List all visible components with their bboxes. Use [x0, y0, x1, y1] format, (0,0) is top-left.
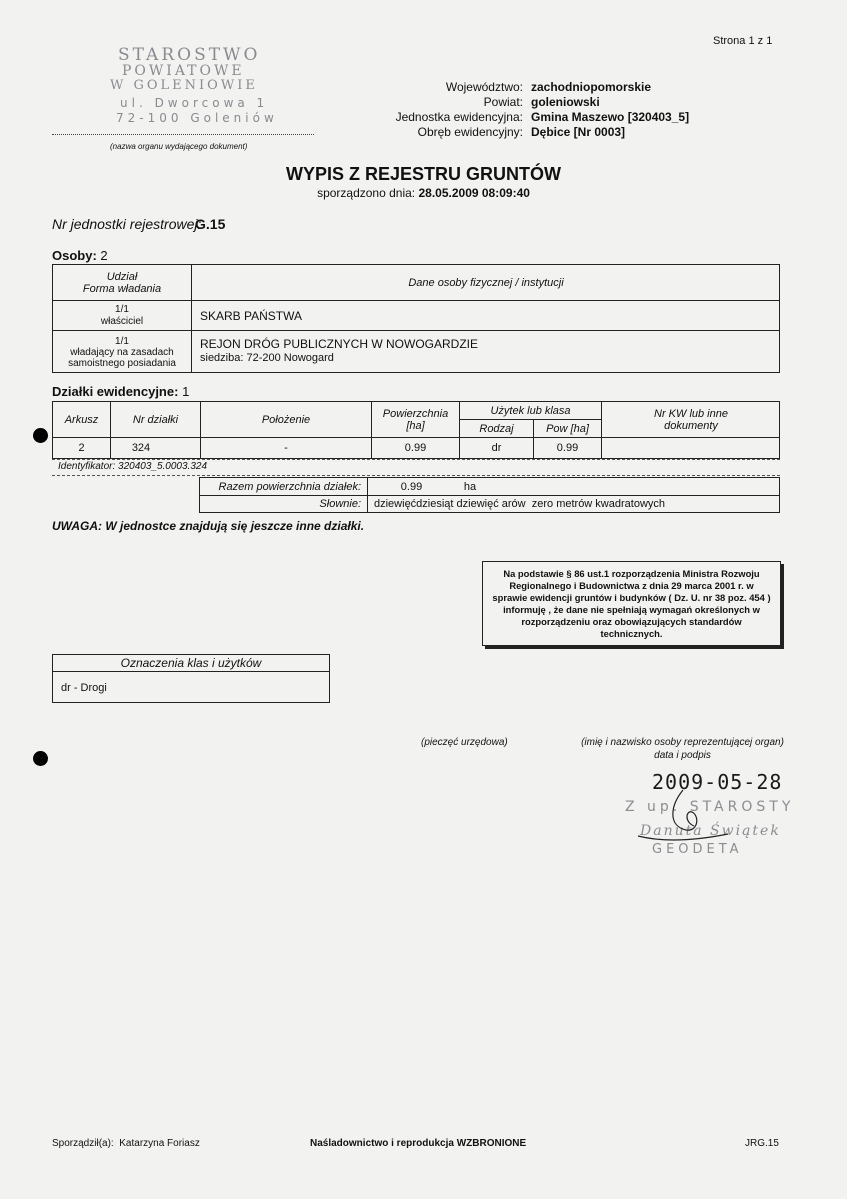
org-dotted-line: [52, 134, 314, 135]
parcel-kw: [602, 438, 780, 458]
col-kw: Nr KW lub inne dokumenty: [654, 407, 728, 432]
classes-header: Oznaczenia klas i użytków: [120, 656, 262, 670]
words-label: Słownie:: [319, 498, 361, 510]
page-number: Strona 1 z 1: [713, 35, 773, 47]
parcels-table: [52, 401, 780, 459]
voivodeship-value: zachodniopomorskie: [531, 80, 652, 94]
unit-nr-label: Nr jednostki rejestrowej:: [52, 216, 202, 232]
person-2-share: [53, 332, 191, 372]
person-2-form: władający na zasadach samoistnego posiadania: [68, 346, 176, 369]
parcels-label: Działki ewidencyjne:: [52, 384, 179, 399]
persons-header-share: [53, 268, 191, 298]
district-value: Dębice [Nr 0003]: [531, 125, 626, 139]
person-1-share-value: 1/1: [115, 303, 129, 315]
words-value: dziewięćdziesiąt dziewięć arów zero metrów kwadratowych: [374, 498, 666, 510]
classes-item: dr - Drogi: [61, 682, 107, 694]
person-2-share-value: 1/1: [115, 335, 129, 347]
form-header-label: Forma władania: [82, 283, 162, 295]
person-2-seat: siedziba: 72-200 Nowogard: [200, 352, 334, 364]
parcel-area-ha: 0.99: [556, 442, 579, 454]
identifier-rule: [52, 459, 780, 460]
parcels-count: 1: [182, 384, 190, 399]
total-area-unit: ha: [463, 480, 477, 493]
created-label: sporządzono dnia:: [317, 186, 416, 200]
footer-code: JRG.15: [745, 1138, 779, 1149]
footer-notice: Naśladownictwo i reprodukcja WZBRONIONE: [310, 1138, 527, 1149]
signature-line-3: GEODETA: [652, 842, 743, 857]
share-header-label: Udział: [106, 271, 138, 283]
voivodeship-label: Województwo:: [445, 80, 523, 94]
person-2-name: REJON DRÓG PUBLICZNYCH W NOWOGARDZIE: [200, 337, 479, 351]
person-1-share: [53, 302, 191, 329]
persons-label: Osoby:: [52, 248, 97, 263]
handwritten-signature: [628, 786, 738, 848]
col-use: Użytek lub klasa: [490, 404, 571, 417]
col-sheet: Arkusz: [64, 413, 99, 426]
persons-count: 2: [100, 248, 108, 263]
persons-table: [52, 264, 780, 373]
identifier-rule-bottom: [52, 475, 780, 476]
unit-nr-value: G.15: [195, 216, 226, 232]
total-area-value: 0.99: [400, 480, 423, 493]
stamp-line-5: 72-100 Goleniów: [116, 111, 278, 125]
org-caption: (nazwa organu wydającego dokument): [110, 142, 248, 151]
parcel-nr: 324: [131, 442, 151, 454]
stamp-line-4: ul. Dworcowa 1: [120, 96, 269, 110]
district-label: Obręb ewidencyjny:: [417, 125, 523, 139]
seal-caption: (pieczęć urzędowa): [421, 737, 508, 748]
signature-line-2: Danuta Świątek: [640, 823, 781, 839]
footer-author: Sporządził(a): Katarzyna Foriasz: [52, 1138, 200, 1149]
person-2-data: [200, 337, 478, 365]
persons-header-data: Dane osoby fizycznej / instytucji: [408, 277, 564, 289]
sign-caption-2: data i podpis: [654, 750, 711, 761]
classes-box: [52, 654, 330, 703]
col-location: Położenie: [261, 413, 311, 426]
col-parcel-nr: Nr działki: [132, 413, 179, 426]
county-label: Powiat:: [483, 95, 523, 109]
parcel-area: 0.99: [404, 442, 427, 454]
sign-caption-1: (imię i nazwisko osoby reprezentującej organ): [581, 737, 784, 748]
signature-line-1: Z up. STAROSTY: [625, 799, 795, 815]
parcel-identifier: Identyfikator: 320403_5.0003.324: [58, 461, 208, 472]
persons-heading: [52, 248, 108, 263]
parcels-heading: [52, 384, 189, 399]
col-kind: Rodzaj: [479, 422, 514, 435]
stamp-line-3: W GOLENIOWIE: [110, 78, 258, 93]
unit-label: Jednostka ewidencyjna:: [395, 110, 523, 124]
total-area-label: Razem powierzchnia działek:: [218, 480, 361, 493]
person-1-form: właściciel: [100, 315, 144, 327]
created-value: 28.05.2009 08:09:40: [418, 186, 530, 200]
totals-box: [199, 477, 780, 513]
signature-date: 2009-05-28: [652, 770, 783, 794]
stamp-line-1: STAROSTWO: [118, 45, 261, 65]
warning-text: UWAGA: W jednostce znajdują się jeszcze inne działki.: [52, 519, 365, 533]
parcel-location: -: [284, 442, 288, 454]
document-title: WYPIS Z REJESTRU GRUNTÓW: [285, 164, 561, 184]
person-1-name: SKARB PAŃSTWA: [200, 308, 303, 323]
parcel-kind: dr: [491, 442, 502, 454]
created-line: [0, 186, 847, 200]
binder-hole-2: [33, 751, 48, 766]
county-value: goleniowski: [531, 95, 600, 109]
parcel-sheet: 2: [78, 442, 85, 454]
unit-value: Gmina Maszewo [320403_5]: [531, 110, 690, 124]
legal-note-box: [482, 561, 781, 646]
legal-note-text: Na podstawie § 86 ust.1 rozporządzenia Ministra Rozwoju Regionalnego i Budownictwa z dnia 29 marca 2001 r. w sprawie ewidencji gruntów i budynków ( Dz. U. nr 38 poz. 454 ) informuję , że dane nie spełniają wymagań określonych w rozporządzeniu oraz obowiązujących standardów technicznych.: [492, 567, 771, 639]
binder-hole-1: [33, 428, 48, 443]
col-area-ha: Pow [ha]: [546, 422, 589, 435]
col-area: Powierzchnia [ha]: [382, 407, 449, 432]
stamp-line-2: POWIATOWE: [122, 63, 245, 79]
